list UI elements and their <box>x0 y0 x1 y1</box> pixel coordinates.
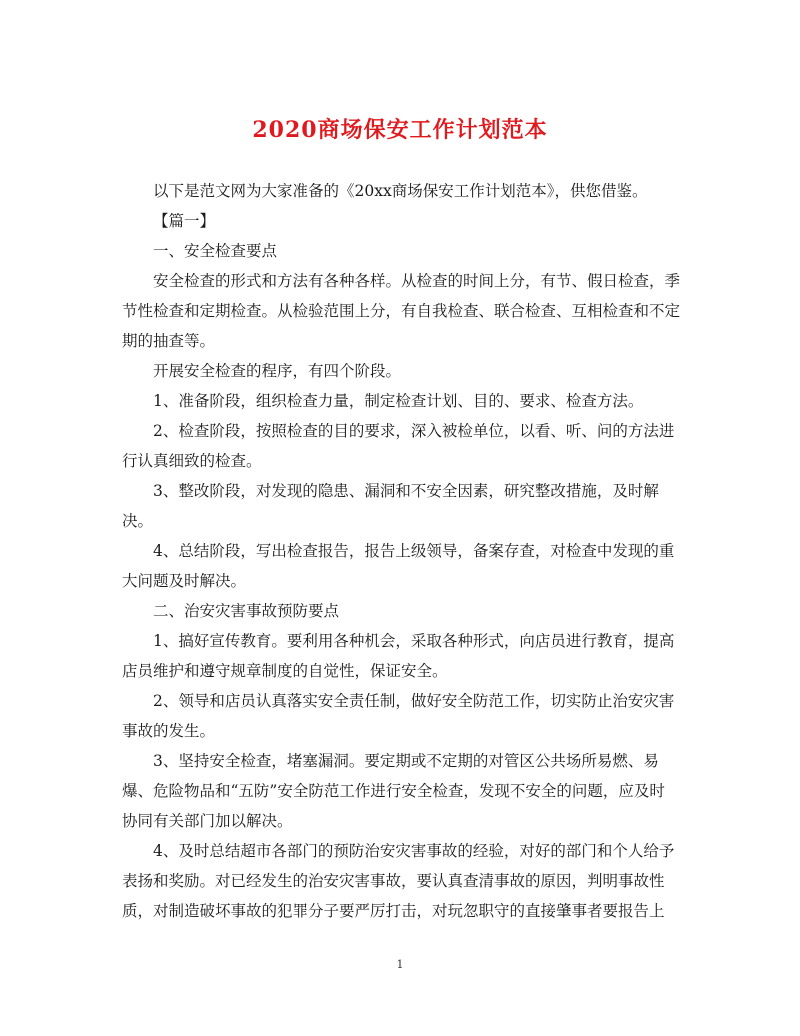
list-item: 2、检查阶段，按照检查的目的要求，深入被检单位，以看、听、问的方法进行认真细致的检查。 <box>122 422 675 470</box>
list-item: 2、领导和店员认真落实安全责任制，做好安全防范工作，切实防止治安灾害事故的发生。 <box>122 692 675 740</box>
document-title: 2020商场保安工作计划范本 <box>252 117 548 143</box>
list-item: 3、坚持安全检查，堵塞漏洞。要定期或不定期的对管区公共场所易燃、易爆、危险物品和“五防”安全防范工作进行安全检查，发现不安全的问题，应及时协同有关部门加以解决。 <box>122 752 665 830</box>
list-item: 3、整改阶段，对发现的隐患、漏洞和不安全因素，研究整改措施，及时解决。 <box>122 482 659 530</box>
paragraph: 安全检查的形式和方法有各种各样。从检查的时间上分，有节、假日检查，季节性检查和定期检查。从检验范围上分，有自我检查、联合检查、互相检查和不定期的抽查等。 <box>122 272 681 350</box>
paragraph: 开展安全检查的程序，有四个阶段。 <box>153 362 402 380</box>
document-body <box>122 176 680 926</box>
page-number: 1 <box>396 958 404 971</box>
heading-disaster-prevention: 二、治安灾害事故预防要点 <box>153 602 340 620</box>
list-item: 1、搞好宣传教育。要利用各种机会，采取各种形式，向店员进行教育，提高店员维护和遵守规章制度的自觉性，保证安全。 <box>122 632 675 680</box>
intro-paragraph: 以下是范文网为大家准备的《20xx商场保安工作计划范本》，供您借鉴。 <box>153 182 648 200</box>
heading-safety-inspection: 一、安全检查要点 <box>153 242 278 260</box>
section-marker: 【篇一】 <box>153 212 216 230</box>
list-item: 4、及时总结超市各部门的预防治安灾害事故的经验，对好的部门和个人给予表扬和奖励。对已经发生的治安灾害事故，要认真查清事故的原因，判明事故性质，对制造破坏事故的犯罪分子要严厉打击，对玩忽职守的直接肇事者要报告上 <box>122 842 675 920</box>
list-item: 4、总结阶段，写出检查报告，报告上级领导，备案存查，对检查中发现的重大问题及时解决。 <box>122 542 675 590</box>
list-item: 1、准备阶段，组织检查力量，制定检查计划、目的、要求、检查方法。 <box>153 392 644 410</box>
